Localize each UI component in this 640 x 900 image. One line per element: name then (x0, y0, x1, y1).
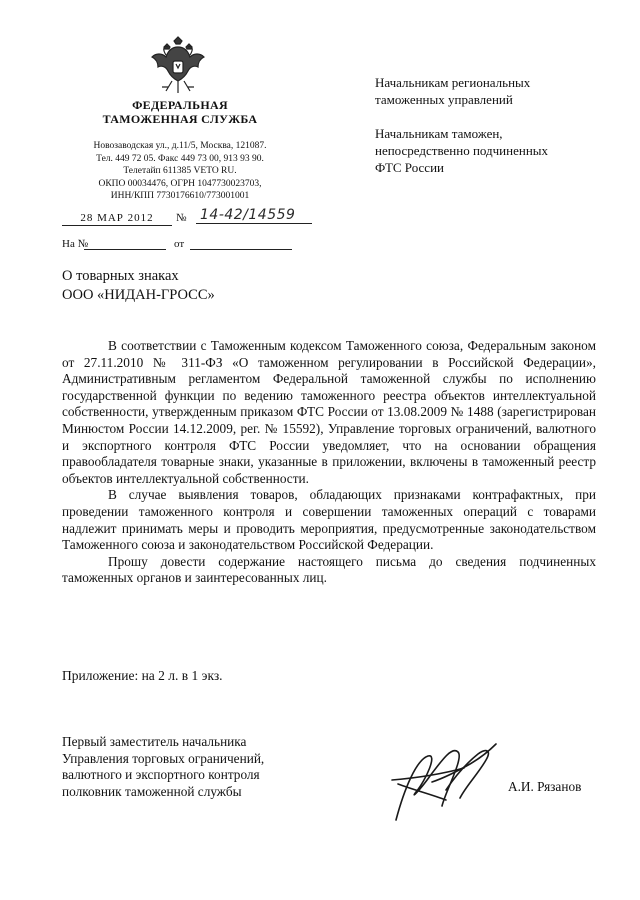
organization-name (60, 98, 300, 126)
handwritten-signature (386, 720, 521, 830)
contact-line: Тел. 449 72 05. Факс 449 73 00, 913 93 90. (96, 153, 264, 164)
addressee-line: Начальникам таможен, (375, 126, 503, 141)
attachment-note: Приложение: на 2 л. в 1 экз. (62, 668, 223, 683)
addressee-line: таможенных управлений (375, 92, 513, 107)
contact-line: ОКПО 00034476, ОГРН 1047730023703, (98, 178, 262, 189)
body-paragraph: В соответствии с Таможенным кодексом Таможенного союза, Федеральным законом от 27.11.2010 № 311-ФЗ «О таможенном регулировании в Российской Федерации», Административным регламентом Федеральной таможенной службы по исполнению государственной функции по ведению таможенного реестра объектов интеллектуальной собственности, утвержденным приказом ФТС России от 13.08.2009 № 1488 (зарегистрирован Минюстом России 14.12.2009, рег. № 15592), Управление торговых ограничений, валютного и экспортного контроля ФТС России уведомляет, что на основании обращения правообладателя товарные знаки, указанные в приложении, включены в таможенный реестр объектов интеллектуальной собственности. (62, 338, 596, 486)
contact-line: ИНН/КПП 7730176610/773001001 (110, 191, 250, 201)
registration-date-stamp: 28 МАР 2012 (62, 212, 172, 226)
body-paragraph: В случае выявления товаров, обладающих признаками контрафактных, при проведении таможенного контроля и совершении таможенных операций с товарами надлежит принимать меры и проводить мероприятия, предусмотренные законодательством Таможенного союза и законодательством Российской Федерации. (62, 487, 596, 553)
subject-line: О товарных знаках (62, 268, 179, 284)
subject-line: ООО «НИДАН-ГРОСС» (62, 287, 215, 303)
double-headed-eagle-icon (150, 35, 206, 97)
registration-line (62, 207, 312, 232)
addressee-line: ФТС России (375, 160, 444, 175)
signatory-title-line: валютного и экспортного контроля (62, 767, 260, 783)
signatory-title-line: Первый заместитель начальника (62, 734, 247, 749)
addressee-spacer (375, 108, 615, 125)
signatory-title-line: полковник таможенной службы (62, 783, 242, 799)
body-paragraph: Прошу довести содержание настоящего письма до сведения подчиненных таможенных органов и заинтересованных лиц. (62, 553, 596, 586)
addressee-line: непосредственно подчиненных (375, 143, 549, 158)
letter-body (62, 338, 596, 587)
addressee-line: Начальникам региональных (375, 75, 531, 90)
reference-line (62, 238, 312, 254)
org-name-line: ФЕДЕРАЛЬНАЯ (132, 98, 228, 112)
addressee-block (375, 74, 615, 176)
letter-subject (62, 267, 215, 305)
org-name-line: ТАМОЖЕННАЯ СЛУЖБА (102, 112, 258, 126)
reference-date-label: от (174, 238, 185, 250)
reference-number-label: На № (62, 238, 89, 250)
signer-name: А.И. Рязанов (508, 779, 582, 794)
reference-date-blank (190, 249, 292, 250)
contact-line: Телетайп 611385 VETO RU. (123, 166, 237, 176)
registration-number-label: № (176, 212, 187, 224)
signatory-title (62, 734, 264, 800)
reference-number-blank (84, 249, 166, 250)
contact-line: Новозаводская ул., д.11/5, Москва, 121087. (93, 141, 267, 151)
signatory-title-line: Управления торговых ограничений, (62, 750, 265, 766)
organization-contacts (60, 140, 300, 203)
registration-number: 14-42/14559 (196, 207, 312, 224)
